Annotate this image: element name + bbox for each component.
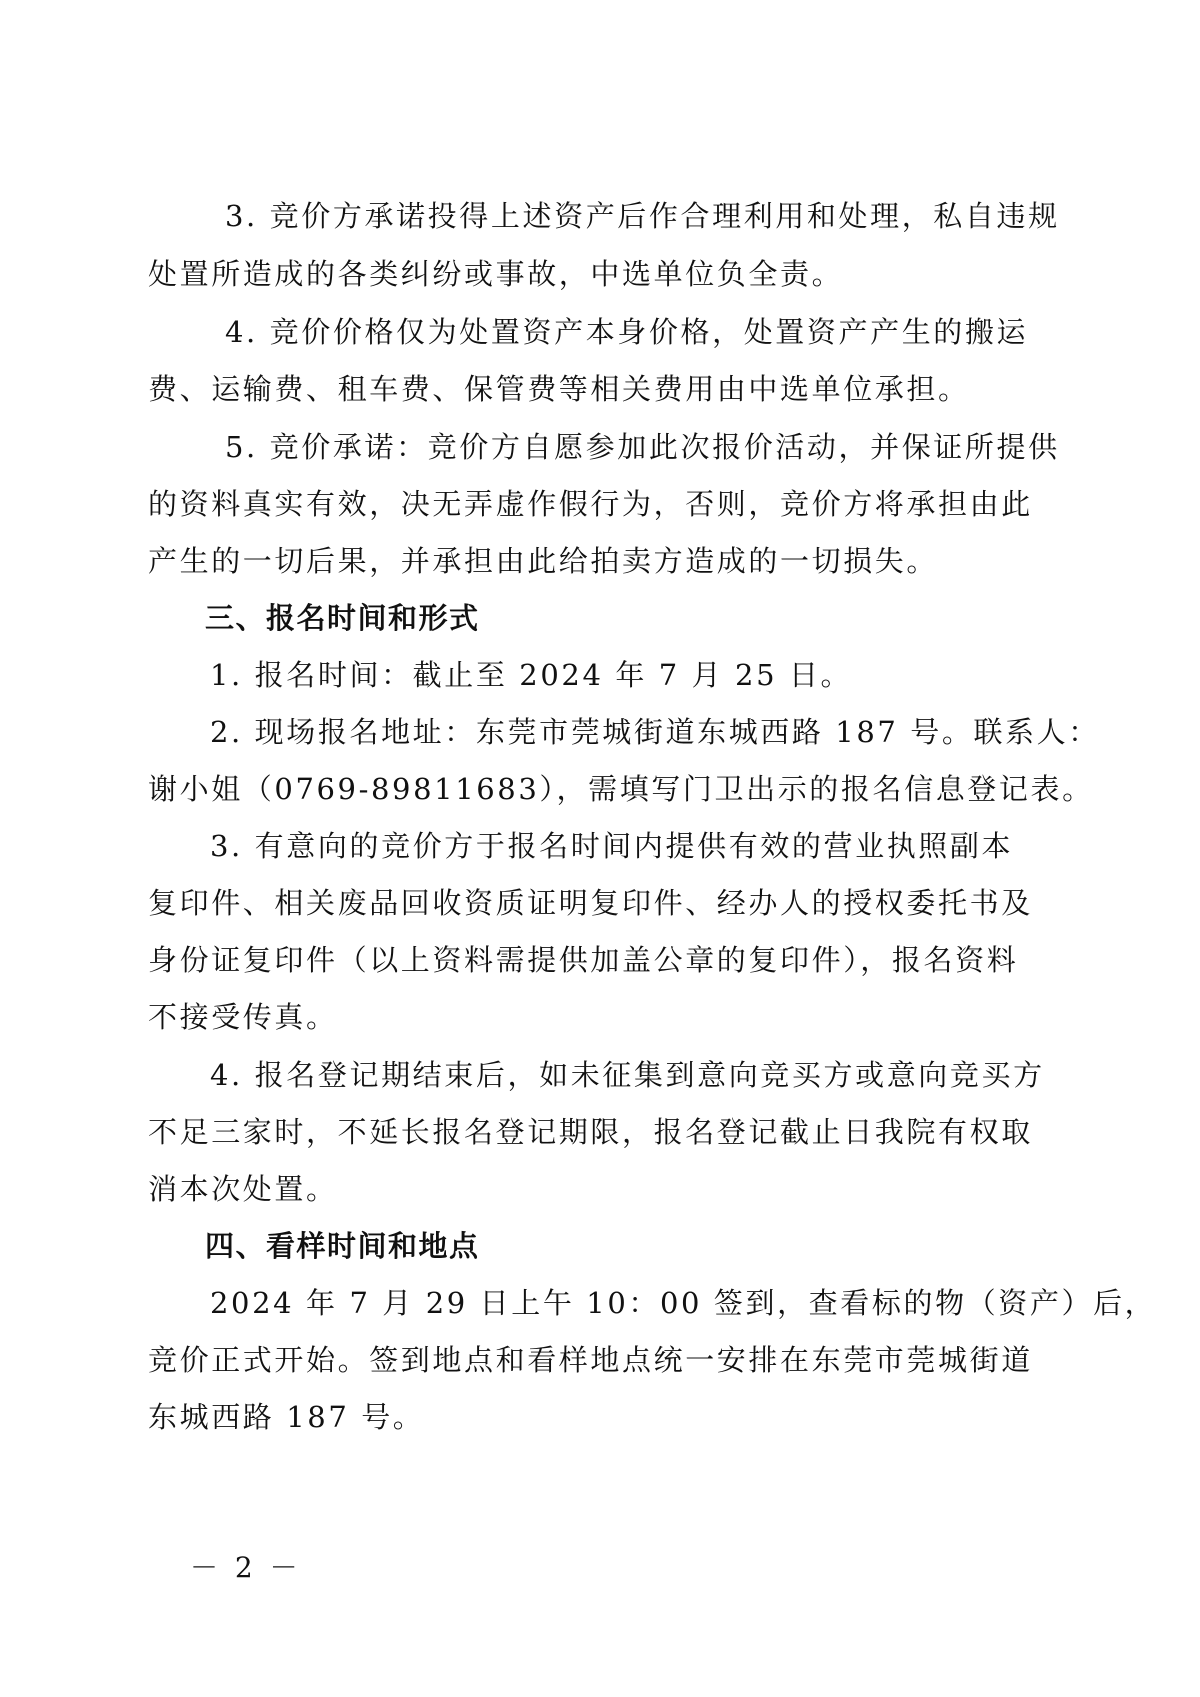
- text-line: 处置所造成的各类纠纷或事故，中选单位负全责。: [148, 257, 844, 291]
- section-heading: 三、报名时间和形式: [205, 601, 480, 635]
- text-line: 复印件、相关废品回收资质证明复印件、经办人的授权委托书及: [148, 886, 1033, 920]
- text-line: 产生的一切后果，并承担由此给拍卖方造成的一切损失。: [148, 544, 939, 578]
- text-line: 2024 年 7 月 29 日上午 10：00 签到，查看标的物（资产）后，: [210, 1286, 1157, 1320]
- text-line: 3. 有意向的竞价方于报名时间内提供有效的营业执照副本: [210, 829, 1014, 863]
- text-line: 4. 报名登记期结束后，如未征集到意向竞买方或意向竞买方: [210, 1058, 1045, 1092]
- text-line: 2. 现场报名地址：东莞市莞城街道东城西路 187 号。联系人：: [210, 715, 1100, 749]
- text-line: 东城西路 187 号。: [148, 1400, 425, 1434]
- section-heading: 四、看样时间和地点: [205, 1229, 480, 1263]
- text-line: 1. 报名时间：截止至 2024 年 7 月 25 日。: [210, 658, 853, 692]
- text-line: 竞价正式开始。签到地点和看样地点统一安排在东莞市莞城街道: [148, 1343, 1033, 1377]
- text-line: 的资料真实有效，决无弄虚作假行为，否则，竞价方将承担由此: [148, 487, 1033, 521]
- text-line: 费、运输费、租车费、保管费等相关费用由中选单位承担。: [148, 372, 970, 406]
- text-line: 4. 竞价价格仅为处置资产本身价格，处置资产产生的搬运: [225, 315, 1029, 349]
- text-line: 3. 竞价方承诺投得上述资产后作合理利用和处理，私自违规: [225, 199, 1060, 233]
- text-line: 不接受传真。: [148, 1000, 338, 1034]
- text-line: 5. 竞价承诺：竞价方自愿参加此次报价活动，并保证所提供: [225, 430, 1060, 464]
- text-line: 消本次处置。: [148, 1172, 338, 1206]
- text-line: 身份证复印件（以上资料需提供加盖公章的复印件），报名资料: [148, 943, 1019, 977]
- text-line: 谢小姐（0769-89811683），需填写门卫出示的报名信息登记表。: [148, 772, 1094, 806]
- page-number: － 2 －: [190, 1551, 302, 1584]
- text-line: 不足三家时，不延长报名登记期限，报名登记截止日我院有权取: [148, 1115, 1033, 1149]
